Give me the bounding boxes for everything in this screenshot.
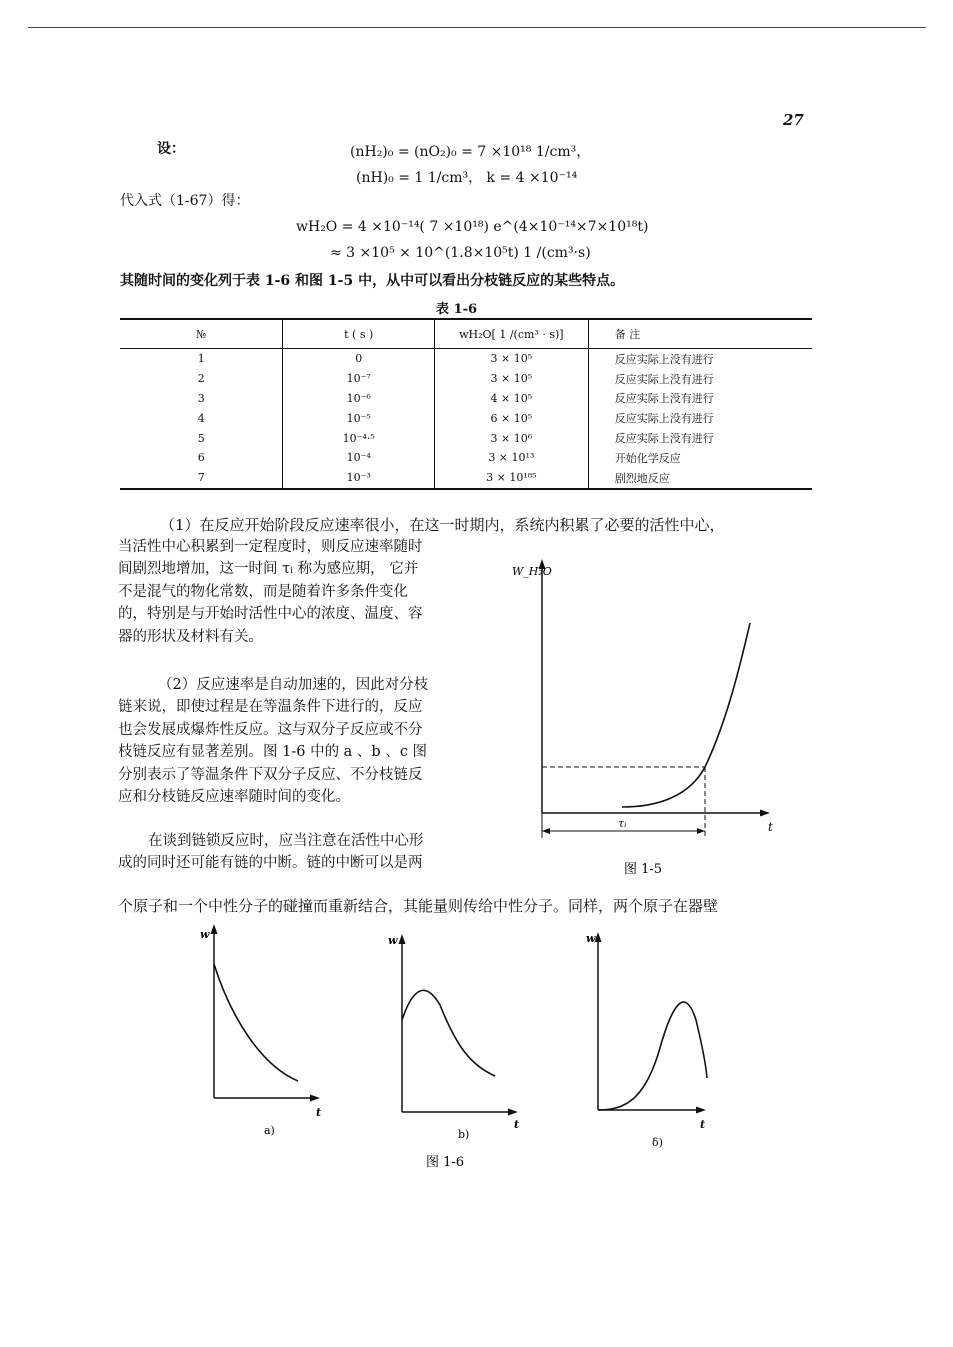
fig16a-xlabel: t bbox=[316, 1106, 322, 1119]
fig15-curve bbox=[622, 623, 750, 807]
intro-sentence-b: 从中可以看出分枝链反应的某些特点。 bbox=[386, 273, 625, 289]
paragraph-1: 当活性中心积累到一定程度时，则反应速率随时 间剧烈地增加，这一时间 τᵢ 称为感应期， 它并 不是混气的物化常数，而是随着许多条件变化 的，特别是与开始时活性中心的浓度、温度、容 器的形状及材料有关。 bbox=[118, 539, 423, 645]
table-row: 7 10⁻³ 3 × 10¹⁸⁵ 剧烈地反应 bbox=[120, 468, 812, 489]
header-number: № bbox=[120, 319, 283, 349]
header-rate: wH₂O[ 1 /(cm³ · s)] bbox=[434, 319, 588, 349]
paragraph-1-first-line: （1）在反应开始阶段反应速率很小，在这一时期内，系统内积累了必要的活性中心， bbox=[160, 516, 725, 534]
fig16c-ylabel: w bbox=[586, 932, 596, 945]
fig16a-curve bbox=[214, 964, 298, 1081]
intro-sentence-a: 其随时间的变化列于表 1-6 和图 1-5 中， bbox=[120, 273, 387, 289]
fig15-tau-label: τᵢ bbox=[618, 817, 627, 830]
page-number: 27 bbox=[783, 111, 804, 129]
table-row: 3 10⁻⁶ 4 × 10⁵ 反应实际上没有进行 bbox=[120, 389, 812, 409]
paragraph-2: （2）反应速率是自动加速的，因此对分枝 链来说，即使过程是在等温条件下进行的，反应 也会发展成爆炸性反应。这与双分子反应或不分 枝链反应有显著差别。图 1-6 中的 a 、b 、c 图 分别表示了等温条件下双分子反应、不分枝链反 应和分枝链反应速率随时间的变化。 bbox=[118, 677, 429, 806]
table-header-row bbox=[120, 319, 812, 349]
figure-1-5 bbox=[500, 555, 800, 885]
table-row: 2 10⁻⁷ 3 × 10⁵ 反应实际上没有进行 bbox=[120, 369, 812, 389]
fig16c-xlabel: t bbox=[700, 1118, 706, 1131]
paragraph-3: 在谈到链锁反应时，应当注意在活性中心形 成的同时还可能有链的中断。链的中断可以是两 bbox=[118, 833, 424, 872]
table-title: 表 1-6 bbox=[436, 302, 478, 317]
set-label: 设： bbox=[157, 141, 185, 157]
fig16a-ylabel: w bbox=[200, 928, 210, 941]
equation-atom-concentration: (nH)₀ = 1 1/cm³， k = 4 ×10⁻¹⁴ bbox=[356, 170, 578, 186]
fig16b-ylabel: w bbox=[388, 934, 398, 947]
header-remarks: 备 注 bbox=[588, 319, 812, 349]
fig16c-sub: δ) bbox=[652, 1136, 663, 1149]
fig16a-sub: a) bbox=[264, 1124, 275, 1137]
fig15-ylabel: W_H₂O bbox=[512, 565, 552, 578]
fig15-tau-arrow-left bbox=[542, 828, 550, 834]
fig16b-sub: b) bbox=[458, 1128, 470, 1141]
fig15-xlabel: t bbox=[768, 820, 773, 834]
table-row: 5 10⁻⁴·⁵ 3 × 10⁶ 反应实际上没有进行 bbox=[120, 428, 812, 448]
fig16-panel-c bbox=[586, 932, 707, 1149]
table-row: 6 10⁻⁴ 3 × 10¹³ 开始化学反应 bbox=[120, 448, 812, 468]
fig15-x-arrow bbox=[760, 810, 770, 817]
equation-initial-concentrations: (nH₂)₀ = (nO₂)₀ = 7 ×10¹⁸ 1/cm³， bbox=[350, 144, 591, 160]
equation-rate-approx: ≈ 3 ×10⁵ × 10^(1.8×10⁵t) 1 /(cm³·s) bbox=[330, 245, 591, 261]
fig16b-xlabel: t bbox=[514, 1118, 520, 1131]
fig16-panel-b bbox=[388, 934, 519, 1141]
header-time: t ( s ) bbox=[283, 319, 434, 349]
data-table bbox=[120, 318, 812, 490]
fig15-caption: 图 1-5 bbox=[624, 862, 663, 877]
table-row: 1 0 3 × 10⁵ 反应实际上没有进行 bbox=[120, 349, 812, 369]
table-row: 4 10⁻⁵ 6 × 10⁵ 反应实际上没有进行 bbox=[120, 408, 812, 428]
intro-sentence bbox=[120, 270, 624, 290]
substitute-text: 代入式（1-67）得： bbox=[120, 193, 250, 209]
figure-1-6 bbox=[190, 920, 730, 1180]
paragraph-3-full-line: 个原子和一个中性分子的碰撞而重新结合，其能量则传给中性分子。同样，两个原子在器壁 bbox=[118, 897, 719, 915]
fig16b-curve bbox=[402, 990, 495, 1076]
fig16c-curve bbox=[598, 1002, 707, 1110]
fig15-tau-arrow-right bbox=[697, 828, 705, 834]
equation-rate: wH₂O = 4 ×10⁻¹⁴( 7 ×10¹⁸) e^(4×10⁻¹⁴×7×10¹⁸t) bbox=[296, 219, 649, 235]
fig16-panel-a bbox=[200, 924, 321, 1137]
fig16-caption: 图 1-6 bbox=[426, 1155, 465, 1170]
top-rule bbox=[28, 27, 926, 28]
